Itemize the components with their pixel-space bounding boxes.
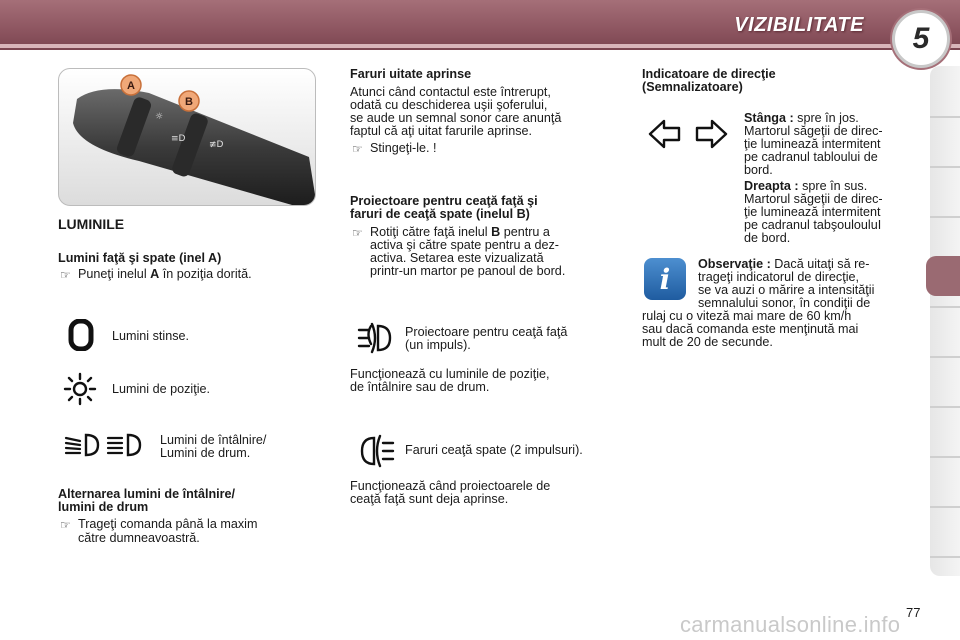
page-header bbox=[0, 0, 960, 50]
note-line5: rulaj cu o viteză mai mare de 60 km/h bbox=[642, 309, 852, 323]
instruction-text: Puneţi inelul bbox=[78, 267, 151, 281]
tab-divider bbox=[930, 356, 960, 358]
beam-switch-title-line2: lumini de drum bbox=[58, 500, 149, 514]
lights-off-icon bbox=[68, 319, 96, 351]
stalk-label-b: B bbox=[185, 96, 193, 108]
svg-text:☼: ☼ bbox=[155, 112, 164, 122]
tab-divider bbox=[930, 116, 960, 118]
lights-off-label: Lumini stinse. bbox=[112, 329, 189, 343]
beam-switch-title-line1: Alternarea lumini de întâlnire/ bbox=[58, 487, 236, 501]
left-indicator-line2: Martorul săgeţii de direc- bbox=[744, 124, 883, 138]
note-label: Observaţie : bbox=[698, 257, 771, 271]
rear-fog-note-line2: ceaţă faţă sunt deja aprinse. bbox=[350, 492, 509, 506]
right-indicator-line3: ţie luminează intermitent bbox=[744, 205, 881, 219]
left-indicator-line3: ţie luminează intermitent bbox=[744, 137, 881, 151]
pointer-bullet-icon: ☞ bbox=[352, 226, 363, 240]
note-line4: semnalului sonor, în condiţii de bbox=[698, 296, 871, 310]
pointer-bullet-icon: ☞ bbox=[352, 142, 363, 156]
right-indicator-line2: Martorul săgeţii de direc- bbox=[744, 192, 883, 206]
tab-divider bbox=[930, 556, 960, 558]
note-line7: mult de 20 de secunde. bbox=[642, 335, 773, 349]
front-fog-note-line2: de întâlnire sau de drum. bbox=[350, 380, 490, 394]
ring-a-ref: A bbox=[150, 267, 160, 281]
indicators-title-line1: Indicatoare de direcţie bbox=[642, 67, 776, 81]
front-rear-lights-title: Lumini faţă şi spate (inel A) bbox=[58, 251, 222, 265]
tab-divider bbox=[930, 406, 960, 408]
note-line3: se va auzi o mărire a intensităţii bbox=[698, 283, 875, 297]
position-lights-label: Lumini de poziţie. bbox=[112, 382, 211, 396]
header-stripe bbox=[0, 44, 960, 48]
forgotten-lights-action: Stingeţi-le. ! bbox=[370, 141, 437, 155]
ring-b-ref: B bbox=[491, 225, 501, 239]
chapter-badge bbox=[892, 10, 950, 68]
beam-label-line2: Lumini de drum. bbox=[160, 446, 251, 460]
tab-divider bbox=[930, 216, 960, 218]
front-fog-label-line2: (un impuls). bbox=[405, 338, 471, 352]
left-indicator-line4: pe cadranul tabloului de bbox=[744, 150, 878, 164]
right-indicator-line4: pe cadranul tabşoulouluI bbox=[744, 218, 882, 232]
front-fog-note-line1: Funcţionează cu luminile de poziţie, bbox=[350, 367, 550, 381]
beam-switch-line2: către dumneavoastră. bbox=[78, 531, 200, 545]
right-arrow-icon bbox=[694, 118, 728, 150]
rear-fog-icon bbox=[356, 434, 396, 468]
lights-heading: LUMINILE bbox=[58, 216, 125, 232]
fog-lights-line3: activa. Setarea este vizualizată bbox=[370, 251, 544, 265]
info-glyph: i bbox=[659, 262, 671, 296]
page-number: 77 bbox=[906, 605, 921, 620]
forgotten-lights-line1: Atunci când contactul este întrerupt, bbox=[350, 85, 551, 99]
chapter-number: 5 bbox=[912, 22, 930, 55]
fog-lights-line4: printr-un martor pe panoul de bord. bbox=[370, 264, 566, 278]
fog-lights-line2: activa şi către spate pentru a dez- bbox=[370, 238, 560, 252]
left-indicator-line5: bord. bbox=[744, 163, 773, 177]
info-icon bbox=[644, 258, 686, 300]
left-arrow-icon bbox=[648, 118, 682, 150]
forgotten-lights-title: Faruri uitate aprinse bbox=[350, 67, 472, 81]
indicators-title-line2: (Semnalizatoare) bbox=[642, 80, 743, 94]
pointer-bullet-icon: ☞ bbox=[60, 518, 71, 532]
svg-text:≢D: ≢D bbox=[209, 140, 224, 150]
note-line2: trageţi indicatorul de direcţie, bbox=[698, 270, 860, 284]
front-rear-lights-instruction bbox=[78, 268, 252, 281]
instruction-text: în poziţia dorită. bbox=[159, 267, 252, 281]
instruction-text: spre în sus. bbox=[798, 179, 868, 193]
forgotten-lights-line3: se aude un semnal sonor care anunţă bbox=[350, 111, 562, 125]
stalk-drawing bbox=[59, 69, 316, 206]
right-indicator-label: Dreapta : bbox=[744, 179, 799, 193]
instruction-text: spre în jos. bbox=[793, 111, 859, 125]
stalk-label-a: A bbox=[127, 80, 135, 92]
note-text: Dacă uitaţi să re- bbox=[770, 257, 870, 271]
fog-lights-title-line2: faruri de ceaţă spate (inelul B) bbox=[350, 207, 530, 221]
tab-divider bbox=[930, 166, 960, 168]
watermark: carmanualsonline.info bbox=[680, 612, 901, 637]
instruction-text: Rotiţi către faţă inelul bbox=[370, 225, 492, 239]
instruction-text: pentru a bbox=[500, 225, 550, 239]
forgotten-lights-line2: odată cu deschiderea uşii şoferului, bbox=[350, 98, 548, 112]
tab-divider bbox=[930, 306, 960, 308]
front-fog-icon bbox=[356, 322, 396, 354]
section-title: VIZIBILITATE bbox=[734, 14, 864, 36]
fog-lights-title-line1: Proiectoare pentru ceaţă faţă şi bbox=[350, 194, 538, 208]
light-stalk-illustration bbox=[58, 68, 316, 206]
beam-label-line1: Lumini de întâlnire/ bbox=[160, 433, 267, 447]
position-lights-icon bbox=[62, 372, 98, 406]
front-fog-label-line1: Proiectoare pentru ceaţă faţă bbox=[405, 325, 568, 339]
dipped-beam-icon bbox=[62, 432, 102, 458]
tab-divider bbox=[930, 456, 960, 458]
chapter-tab-strip bbox=[930, 66, 960, 576]
rear-fog-note-line1: Funcţionează când proiectoarele de bbox=[350, 479, 551, 493]
forgotten-lights-line4: faptul că aţi uitat farurile aprinse. bbox=[350, 124, 533, 138]
svg-text:≡D: ≡D bbox=[171, 134, 186, 144]
active-chapter-tab bbox=[926, 256, 960, 296]
tab-divider bbox=[930, 506, 960, 508]
note-line6: sau dacă comanda este menţinută mai bbox=[642, 322, 859, 336]
left-indicator-label: Stânga : bbox=[744, 111, 794, 125]
right-indicator-line5: de bord. bbox=[744, 231, 791, 245]
beam-switch-line1: Trageţi comanda până la maxim bbox=[78, 517, 258, 531]
rear-fog-label: Faruri ceaţă spate (2 impulsuri). bbox=[405, 443, 583, 457]
main-beam-icon bbox=[104, 432, 144, 458]
pointer-bullet-icon: ☞ bbox=[60, 268, 71, 282]
